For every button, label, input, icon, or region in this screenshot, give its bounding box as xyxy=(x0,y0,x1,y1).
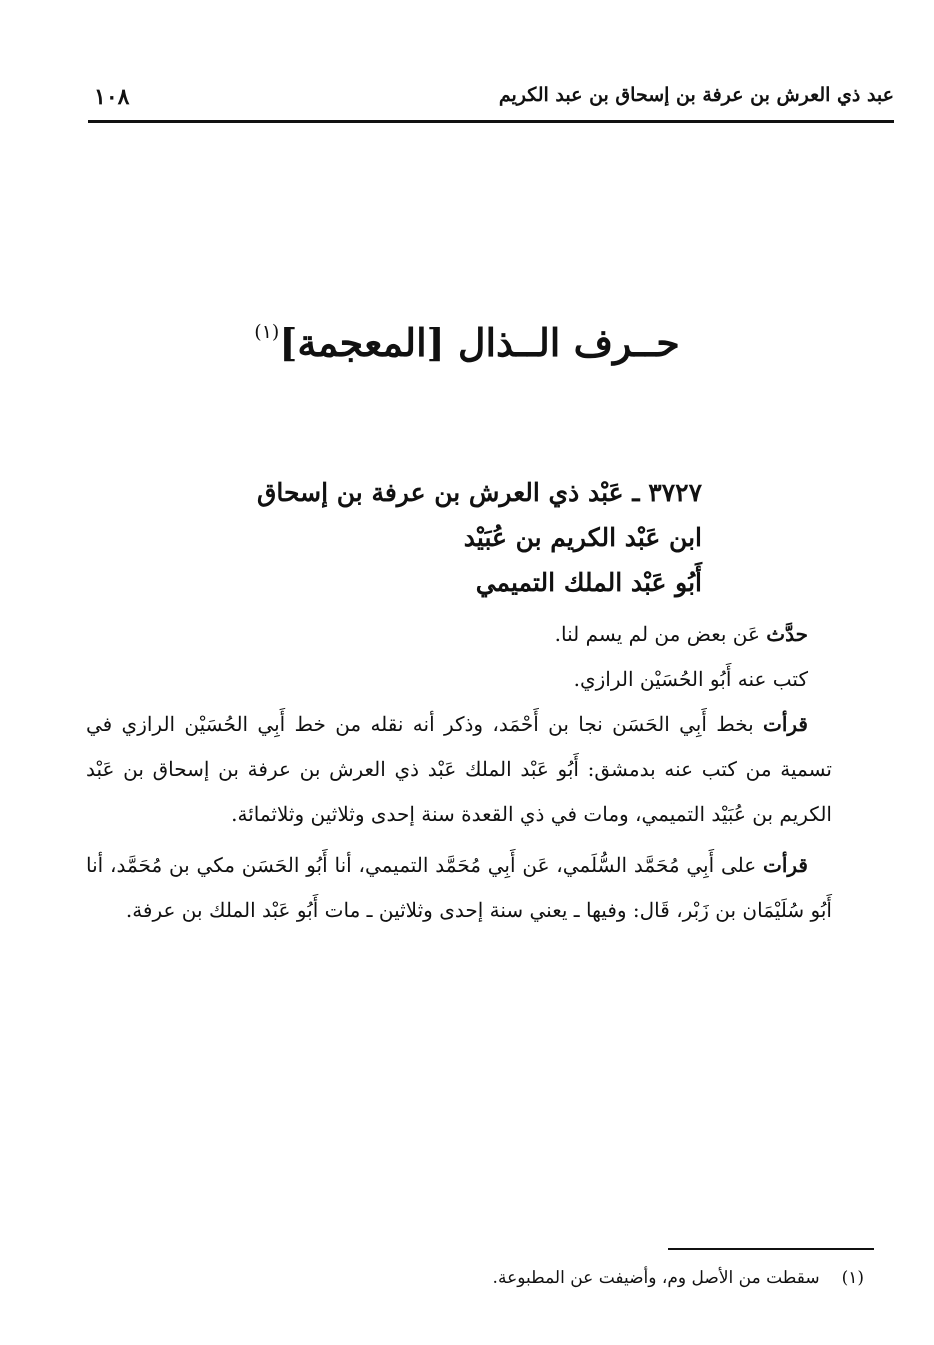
paragraph xyxy=(86,702,832,837)
running-title: عبد ذي العرش بن عرفة بن إسحاق بن عبد الكريم xyxy=(498,84,894,106)
paragraph xyxy=(86,657,832,702)
entry-heading-line: أَبُو عَبْد الملك التميمي xyxy=(475,568,702,597)
paragraph-text: بخط أَبِي الحَسَن نجا بن أَحْمَد، وذكر أنه نقله من خط أَبِي الحُسَيْن الرازي في تسمية من كتب عنه بدمشق: أَبُو عَبْد الملك عَبْد ذي العرش بن عرفة بن إسحاق بن عَبْد الكريم بن عُبَيْد التميمي، ومات في ذي القعدة سنة إحدى وثلاثين وثلاثمائة. xyxy=(86,712,832,826)
running-head xyxy=(88,84,894,116)
entry-heading xyxy=(242,470,702,605)
footnote-rule xyxy=(668,1248,874,1250)
paragraph-text: كتب عنه أَبُو الحُسَيْن الرازي. xyxy=(573,667,808,691)
page-number: ١٠٨ xyxy=(94,84,130,110)
paragraph-text: عَن بعض من لم يسم لنا. xyxy=(554,622,767,646)
paragraph-lead: قرأت xyxy=(763,853,808,877)
entry-heading-line: ابن عَبْد الكريم بن عُبَيْد xyxy=(463,523,702,552)
paragraph-lead: قرأت xyxy=(763,712,808,736)
paragraph xyxy=(86,612,832,657)
footnote xyxy=(384,1268,864,1288)
entry-heading-line: ٣٧٢٧ ـ عَبْد ذي العرش بن عرفة بن إسحاق xyxy=(257,478,702,507)
section-footnote-ref: (١) xyxy=(254,321,280,343)
section-title-text: حــرف الــذال [المعجمة] xyxy=(279,320,680,365)
paragraph-lead: حدَّث xyxy=(766,622,808,646)
section-title xyxy=(0,320,934,365)
header-rule xyxy=(88,120,894,123)
footnote-marker: (١) xyxy=(841,1268,864,1288)
entry-body xyxy=(86,612,832,933)
paragraph xyxy=(86,843,832,933)
paragraph-text: على أَبِي مُحَمَّد السُّلَمي، عَن أَبِي مُحَمَّد التميمي، أنا أَبُو الحَسَن مكي بن مُحَمَّد، أنا أَبُو سُلَيْمَان بن زَبْر، قَال: وفيها ـ يعني سنة إحدى وثلاثين ـ مات أَبُو عَبْد الملك بن عرفة. xyxy=(86,853,832,922)
footnote-text: سقطت من الأصل وم، وأضيفت عن المطبوعة. xyxy=(492,1268,820,1288)
